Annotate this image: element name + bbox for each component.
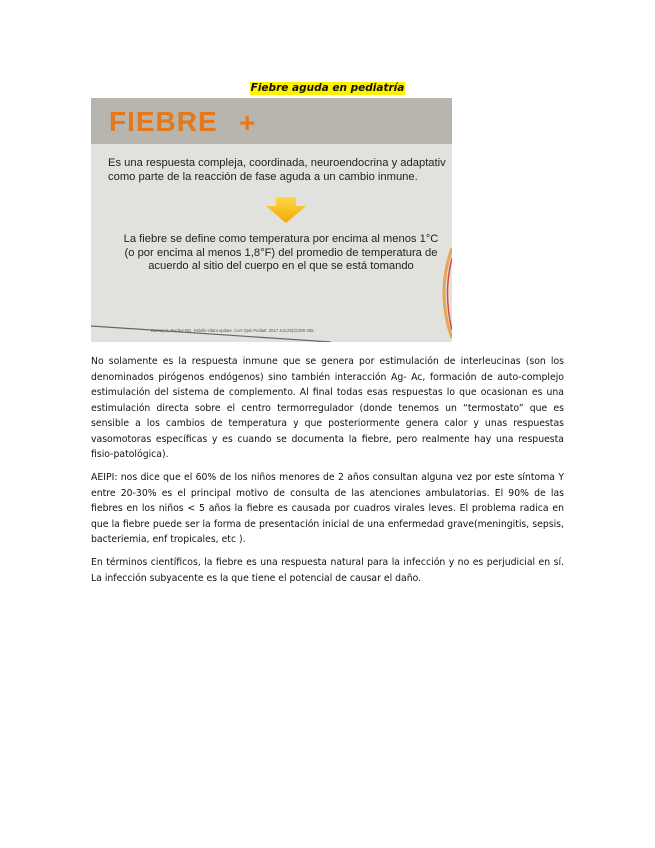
slide-image (91, 98, 452, 342)
slide-fever-definition (111, 233, 451, 274)
slide-text-line: Es una respuesta compleja, coordinada, neuroendocrina y adaptativ (108, 157, 446, 169)
down-arrow-icon (266, 197, 306, 223)
body-paragraph: En términos científicos, la fiebre es una respuesta natural para la infección y no es perjudicial en sí. La infección subyacente es la que tiene el potencial de causar el daño. (91, 557, 564, 584)
slide-plus-sign: + (239, 107, 256, 138)
slide-text-line: (o por encima al menos 1,8°F) del promedio de temperatura de (124, 246, 438, 259)
slide-heading: FIEBRE (109, 106, 218, 137)
slide-text-line: La fiebre se define como temperatura por encima al menos 1°C (123, 233, 439, 245)
body-paragraph: AEIPI: nos dice que el 60% de los niños menores de 2 años consultan alguna vez por este síntoma Y entre 20-30% es el principal motivo de consulta de las atenciones ambulatorias. El 90% de las fiebres en los niños < 5 años la fiebre es causada por cuadros virales leves. El problema radica en que la fiebre puede ser la forma de presentación inicial de una enfermedad grave(meningitis, sepsis, bacteriemia, enf tropicales, etc ). (91, 472, 564, 545)
slide-text-line: como parte de la reacción de fase aguda a un cambio inmune. (108, 171, 418, 183)
slide-definition-text (108, 156, 452, 184)
body-paragraph: No solamente es la respuesta inmune que se genera por estimulación de interleucinas (son los denominados pirógenos endógenos) sino también interacción Ag- Ac, formación de auto-complejo estimulación del sistema de complemento. Al final todas esas respuestas lo que ocasionan es una estimulación directa sobre el centro termorregulador (donde tenemos un “termostato” que es sensible a los cambios de temperatura y que posteriormente genera calor y unas respuestas vasomotoras específicas y es cuando se documenta la fiebre, pero realmente hay una respuesta fisio-patológica). (91, 356, 564, 460)
slide-text-line: acuerdo al sitio del cuerpo en el que se está tomando (148, 260, 414, 272)
slide-citation: Barney K, Bachur RG. Febrile infant update. Curr Opin Pediatr. 2017 Jun;29(3):280-285. (151, 328, 315, 333)
title-container (0, 76, 655, 95)
document-title: Fiebre aguda en pediatría (250, 82, 405, 94)
